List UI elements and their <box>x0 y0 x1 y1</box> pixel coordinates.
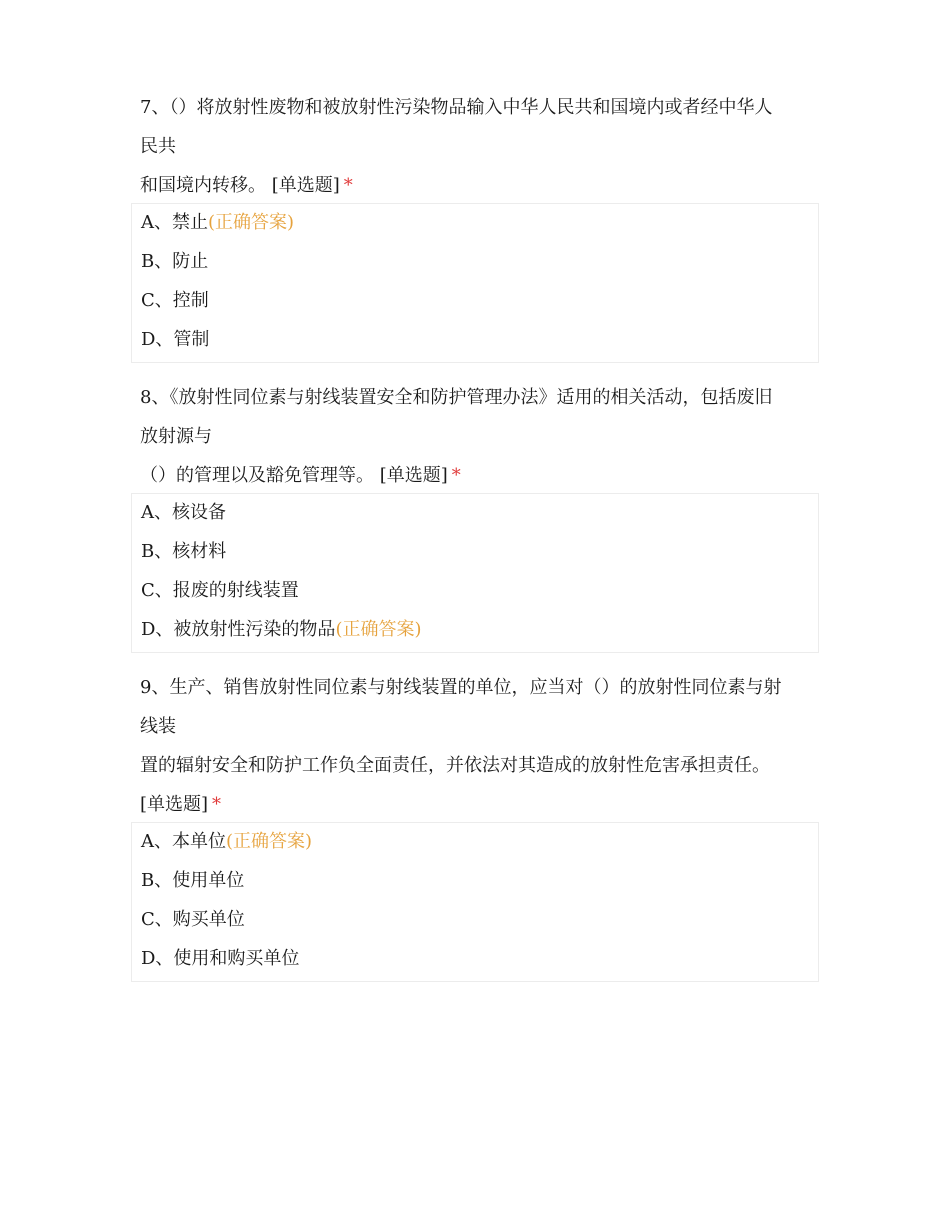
question-8 <box>131 378 819 653</box>
option-label: D、被放射性污染的物品 <box>141 619 336 640</box>
required-mark: * <box>343 175 353 196</box>
option-b[interactable] <box>132 535 818 574</box>
question-line: 7、（）将放射性废物和被放射性污染物品输入中华人民共和国境内或者经中华人 <box>140 97 773 118</box>
options-list <box>131 203 819 363</box>
option-d[interactable] <box>132 942 818 981</box>
option-label: C、报废的射线装置 <box>141 580 299 601</box>
question-stem <box>131 668 819 822</box>
question-line-last <box>140 166 819 203</box>
option-label: D、管制 <box>141 329 210 350</box>
question-line: 8、《放射性同位素与射线装置安全和防护管理办法》适用的相关活动，包括废旧 <box>140 387 773 408</box>
option-b[interactable] <box>132 864 818 903</box>
correct-answer-tag: (正确答案) <box>208 212 295 233</box>
option-label: C、控制 <box>141 290 209 311</box>
question-line-last <box>140 456 819 493</box>
option-label: B、使用单位 <box>141 870 245 891</box>
option-label: A、本单位 <box>141 831 226 852</box>
option-a[interactable] <box>132 206 818 245</box>
question-line: 和国境内转移。 [单选题] <box>140 175 340 196</box>
question-line: 民共 <box>140 136 176 157</box>
option-d[interactable] <box>132 323 818 362</box>
option-label: D、使用和购买单位 <box>141 948 300 969</box>
option-label: A、禁止 <box>141 212 208 233</box>
question-stem <box>131 88 819 203</box>
correct-answer-tag: (正确答案) <box>226 831 313 852</box>
option-label: B、核材料 <box>141 541 227 562</box>
option-a[interactable] <box>132 496 818 535</box>
question-line: 9、生产、销售放射性同位素与射线装置的单位，应当对（）的放射性同位素与射 <box>140 677 782 698</box>
option-a[interactable] <box>132 825 818 864</box>
option-label: A、核设备 <box>141 502 226 523</box>
options-list <box>131 822 819 982</box>
question-line: 放射源与 <box>140 426 212 447</box>
question-line-last <box>140 785 819 822</box>
question-7 <box>131 88 819 363</box>
option-label: C、购买单位 <box>141 909 245 930</box>
required-mark: * <box>212 794 222 815</box>
correct-answer-tag: (正确答案) <box>335 619 422 640</box>
question-line: 线装 <box>140 716 176 737</box>
option-b[interactable] <box>132 245 818 284</box>
option-c[interactable] <box>132 903 818 942</box>
option-c[interactable] <box>132 284 818 323</box>
question-line: （）的管理以及豁免管理等。 [单选题] <box>140 465 448 486</box>
options-list <box>131 493 819 653</box>
required-mark: * <box>451 465 461 486</box>
question-line: [单选题] <box>140 794 209 815</box>
option-c[interactable] <box>132 574 818 613</box>
option-label: B、防止 <box>141 251 209 272</box>
question-9 <box>131 668 819 982</box>
question-line: 置的辐射安全和防护工作负全面责任，并依法对其造成的放射性危害承担责任。 <box>140 755 770 776</box>
option-d[interactable] <box>132 613 818 652</box>
question-stem <box>131 378 819 493</box>
